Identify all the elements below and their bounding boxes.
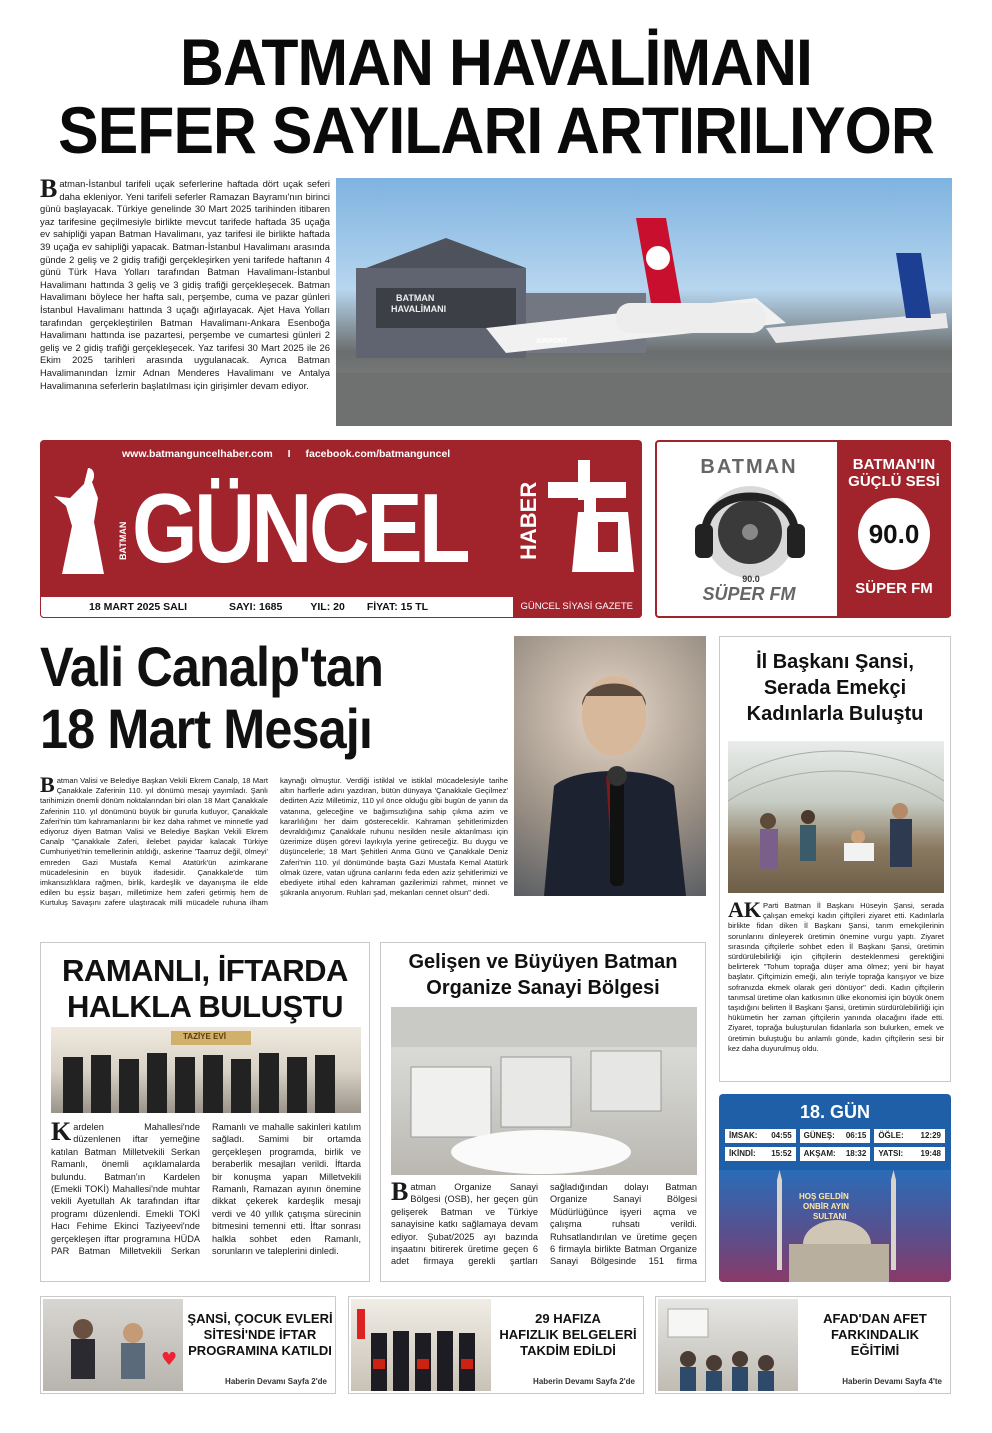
vali-illustration	[514, 636, 706, 896]
dropcap: B	[40, 178, 58, 203]
prayer-time-2	[874, 1129, 945, 1143]
prayer-time: 15:52	[771, 1149, 792, 1158]
vali-article-title	[40, 636, 510, 760]
vali-article-body: atman Valisi ve Belediye Başkan Vekili Ekrem Canalp, 18 Mart Çanakkale Zaferinin 110. yıl dönümü mesajı yayımladı. Şanlı tarihimizin önemli dönüm noktalarından biri olan 18 Mart Çanakkale Zaferinin 110. yıl dönümünü büyük bir gururla kutluyor, Çanakkale Zaferi'nin tüm kahramanlarını bir kez daha rahmet ve minnetle yad ediyoruz diyen Batman Valisi ve Belediye Başkan Vekili Ekrem Canalp "Çanakkale Zaferi, ilelebet payidar kalacak Türkiye Cumhuriyeti'nin temellerinin atıldığı, askerine 'Taarruz değil, ölmeyi' emreden Gazi Mustafa Kemal Atatürk'ün azimkarane mücadelesinin en büyük ifadesidir. Çanakkale'de tüm imkansızlıklara rağmen, birlik, kardeşlik ve dayanışma ile elde edilen bu eşsiz başarı, milletimize hem zaferi getirmiş hem de Kurtuluş Savaşını zafere ulaştıracak milli mücadele ruhuna ilham kaynağı olmuştur. Verdiği istiklal ve istiklal mücadelesiyle tarihe altın harflerle adını yazdıran, bütün dünyaya 'Çanakkale Geçilmez' dedirten Aziz Milletimiz, 110 yıl önce olduğu gibi bugün de yanın da vatanına, geleceğine ve bağımsızlığına sahip çıkma azim ve kararlılığını her daim göstereceklir. Kahraman şehitlerimizden devraldığımız Çanakkale ruhunu nesilden nesile aktarılması için üzerimize düşen görevi layıkıyla yerine getireceğiz. Bu duygu ve düşüncelerle; 18 Mart Şehitleri Anma Günü ve Çanakkale Deniz Zaferi'nin 110. yıl dönümünde başta Gazi Mustafa Kemal Atatürk olmak üzere, vatan uğruna canlarını feda eden aziz şehitlerimizi ve ebediyete irtihal eden kahraman gazilerimizi rahmet, minnet ve şükranla anıyorum. Ruhları şad, mekanları cennet olsun" dedi.	[40, 776, 508, 908]
radio-frequency-badge	[858, 498, 930, 570]
ramanli-title-line-1: RAMANLI, İFTARDA	[62, 953, 348, 988]
teaser-photo	[43, 1299, 183, 1391]
teaser-title	[802, 1311, 948, 1359]
dropcap: B	[391, 1181, 409, 1206]
factory-illustration	[391, 1007, 697, 1175]
sansi-title-line-1: İl Başkanı Şansi,	[756, 651, 914, 673]
guncel-logo: GÜNCEL	[132, 473, 468, 583]
masthead-tagline: GÜNCEL SİYASİ GAZETE	[513, 597, 641, 617]
airport-photo	[336, 178, 952, 426]
prayer-label: İMSAK:	[729, 1131, 758, 1140]
prayer-label: YATSI:	[878, 1149, 904, 1158]
teaser-more-link[interactable]: Haberin Devamı Sayfa 4'te	[842, 1377, 942, 1386]
masthead-links	[122, 448, 450, 460]
teaser-title-line: FARKINDALIK	[830, 1327, 920, 1342]
osb-article-text	[391, 1181, 697, 1277]
teaser-title	[187, 1311, 333, 1359]
mahya-line-1: HOŞ GELDİN	[799, 1192, 849, 1201]
teaser-title-line: 29 HAFIZA	[535, 1311, 601, 1326]
vali-title-line-1: Vali Canalp'tan	[40, 635, 383, 698]
iftar-group-photo	[51, 1027, 361, 1113]
svg-text:♥: ♥	[161, 1349, 178, 1370]
vali-portrait-photo	[514, 636, 706, 896]
website-link[interactable]: www.batmanguncelhaber.com	[122, 448, 273, 460]
issue-year: YIL: 20	[310, 601, 345, 613]
osb-title	[381, 949, 705, 1001]
radio-slogan-1: BATMAN'IN	[852, 456, 936, 473]
teaser-illustration	[43, 1299, 183, 1391]
teaser-more-link[interactable]: Haberin Devamı Sayfa 2'de	[533, 1377, 635, 1386]
mosque-illustration	[719, 1170, 951, 1282]
lead-article-text	[40, 178, 330, 426]
prayer-label: GÜNEŞ:	[803, 1131, 835, 1140]
factory-photo	[391, 1007, 697, 1175]
prayer-time: 19:48	[920, 1149, 941, 1158]
ramanli-article	[40, 942, 370, 1282]
teaser-title-line: SİTESİ'NDE İFTAR	[203, 1327, 317, 1342]
prayer-time: 06:15	[845, 1131, 867, 1140]
prayer-time-4	[800, 1147, 871, 1161]
issue-price: FİYAT: 15 TL	[366, 601, 429, 613]
teaser-photo	[658, 1299, 798, 1391]
teaser-title-line: AFAD'DAN AFET	[823, 1311, 927, 1326]
osb-article-body: atman Organize Sanayi Bölgesi (OSB), her geçen gün gelişerek Batman ve Türkiye sanayisine katkı sağlamaya devam ediyor. Şubat/2025 ayı bazında inşaatını bitirerek üretime geçen 6 adet firmaya gerekli şartları sağladığından dolayı Batman Organize Sanayi Bölgesi Müdürlüğünce işyeri açma ve çalışma ruhsatı verildi. Ruhsatlandırılan ve üretime geçen 6 firmayla birlikte Batman Organize Sanayi Bölgesinde 151 firma	[391, 1182, 697, 1267]
teaser-illustration	[658, 1299, 798, 1391]
osb-article	[380, 942, 706, 1282]
vali-title-line-2: 18 Mart Mesajı	[40, 697, 372, 760]
radio-superfm-label: SÜPER FM	[702, 584, 796, 604]
prayer-label: İKİNDİ:	[729, 1149, 756, 1158]
radio-ad	[655, 440, 951, 618]
osb-title-line-1: Gelişen ve Büyüyen Batman	[408, 951, 678, 973]
ramanli-title	[41, 953, 369, 1025]
prayer-time-5	[874, 1147, 945, 1161]
sansi-article-text	[728, 901, 944, 1077]
prayer-times	[725, 1129, 945, 1161]
ramadan-box	[719, 1094, 951, 1282]
prayer-time-3	[725, 1147, 796, 1161]
sansi-article-body: Parti Batman İl Başkanı Hüseyin Şansi, serada çalışan emekçi kadın çiftçileri ziyaret etti. Kadınlarla birlikte fidan diken İl Başkanı Şansi, tarım emekçilerinin sorunlarını dinleyerek üretimin önemine vurgu yaptı. Ziyaret sırasında çiftçilerle sohbet eden İl Başkanı Şansi, üretimin sürdürülebilirliği için çiftçilerin desteklenmesi gerektiğini belirterek "Tohum toprağa düşer ama ölmez; yeni bir hayat başlatır. Çiftçimizin emeği, alın teriyle toprağa karışıyor ve bize sofranızda ekmek olarak geri dönüyor" dedi. Kadın çiftçilerin tarımsal üretime olan katkısının ülke ekonomisi için büyük önem taşıdığını belirten İl Başkanı Şansi, üretimin sürdürülebilirliği için hükümetin her zaman çiftçilerin yanında olacağını ifade etti. Ziyaret, toprağa buluşturulan fidanlarla son bulurken, emek ve üretimin buluştuğu bu anlamlı günde, kadın çiftçilerin sesi bir kez daha duyurulmuş oldu.	[728, 901, 944, 1053]
separator: I	[287, 448, 291, 460]
teaser-hafiza[interactable]	[348, 1296, 644, 1394]
radio-batman-label: BATMAN	[700, 456, 798, 478]
teaser-illustration	[351, 1299, 491, 1391]
teaser-title-line: HAFIZLIK BELGELERİ	[499, 1327, 637, 1342]
teaser-afad[interactable]	[655, 1296, 951, 1394]
sansi-title-line-2: Serada Emekçi	[763, 677, 907, 699]
teaser-title	[495, 1311, 641, 1359]
vali-article-text	[40, 776, 508, 928]
prayer-label: AKŞAM:	[803, 1149, 836, 1158]
osb-title-line-2: Organize Sanayi Bölgesi	[426, 977, 660, 999]
radio-red-panel	[837, 442, 951, 616]
dropcap: B	[40, 776, 55, 797]
ramadan-day: 18. GÜN	[799, 1102, 871, 1122]
lead-article-body: atman-İstanbul tarifeli uçak seferlerine haftada dört uçak seferi daha ekleniyor. Yeni tarifeli seferler Ramazan Bayramı'nın birinci günü başlayacak. Türkiye genelinde 30 Mart 2025 tarihinden itibaren yaz tarifesine geçilmesiyle birlikte mevcut tarifede haftada 35 uçağa ev sahipliği yapan Batman Havalimanı, yaz tarifesi ile birlikte haftada 39 uçağa ev sahipliği yapacak. Batman-İstanbul Havalimanı arasında günde 2 geliş ve 2 gidiş trafiği gerçekleşirken yeni tarifede haftanın 4 günü Türk Hava Yolları tarafından Batman Havalimanı-İstanbul Havalimanı hattında 3 geliş ve 3 gidiş trafiği gerçekleşecek. Batman Havalimanı böylece her hafta salı, perşembe, cuma ve pazar günleri İstanbul Havalimanı hattında 3 uçağı ağırlayacak. Ajet Hava Yolları tarafından gerçekleştirilen Batman Havalimanı-Ankara Esenboğa Havalimanı hattında ise pazartesi, perşembe ve cumartesi günleri 2 geliş ve 2 gidiş trafiği gerçekleşecek. Yaz tarifesi 30 Mart 2025 ile 26 Ekim 2025 tarihleri arasında uygulanacak. Ayrıca Batman Havalimanından İzmir Adnan Menderes Havalimanı ve Antalya Havalimanına seferlerin başlatılması için girişimler devam ediyor.	[40, 178, 330, 391]
haber-label: HABER	[516, 481, 541, 560]
mahya-line-2: ONBİR AYIN	[803, 1202, 850, 1211]
radio-slogan-2: GÜÇLÜ SESİ	[848, 473, 940, 490]
batman-small-label: BATMAN	[118, 521, 128, 560]
teaser-title-line: EĞİTİMİ	[850, 1343, 900, 1358]
issue-number: SAYI: 1685	[229, 601, 283, 613]
mosque-photo	[719, 1170, 951, 1282]
teaser-title-line: TAKDİM EDİLDİ	[520, 1343, 616, 1358]
teaser-title-line: ŞANSİ, ÇOCUK EVLERİ	[187, 1311, 333, 1326]
teaser-sansi-cocuk[interactable]	[40, 1296, 336, 1394]
oil-pump-icon	[538, 452, 638, 582]
prayer-time: 04:55	[771, 1131, 792, 1140]
greenhouse-photo	[728, 741, 944, 893]
prayer-label: ÖĞLE:	[878, 1131, 904, 1140]
ramanli-article-text	[51, 1121, 361, 1277]
ramanli-title-line-2: HALKLA BULUŞTU	[67, 989, 343, 1024]
airport-sign-3: AIRPORT	[536, 338, 568, 345]
prayer-time-1	[800, 1129, 871, 1143]
radio-station: SÜPER FM	[855, 580, 933, 597]
radio-frequency: 90.0	[868, 518, 920, 549]
sansi-article	[719, 636, 951, 1082]
airport-sign-1: BATMAN	[396, 293, 435, 303]
masthead-info-bar	[40, 596, 642, 618]
prayer-time: 12:29	[920, 1131, 941, 1140]
radio-freq-small: 90.0	[742, 574, 760, 584]
headline-line-1: BATMAN HAVALİMANI	[180, 25, 812, 99]
main-headline	[0, 25, 992, 167]
sansi-title	[720, 649, 950, 727]
prayer-time: 18:32	[845, 1149, 867, 1158]
taziye-evi-sign: TAZİYE EVİ	[183, 1032, 226, 1041]
headline-line-2: SEFER SAYILARI ARTIRILIYOR	[58, 93, 934, 167]
prayer-time-0	[725, 1129, 796, 1143]
issue-date: 18 MART 2025 SALI	[89, 601, 188, 613]
teaser-title-line: PROGRAMINA KATILDI	[188, 1343, 332, 1358]
sansi-title-line-3: Kadınlarla Buluştu	[746, 703, 924, 725]
mahya-line-3: SULTANI	[813, 1212, 847, 1221]
facebook-link[interactable]: facebook.com/batmanguncel	[305, 448, 451, 460]
ramanli-article-body: ardelen Mahallesi'nde düzenlenen iftar yemeğine katılan Batman Milletvekili Serkan Ramanlı, önemli açıklamalarda bulundu. Batman'ın Kardelen (Emekli TOKİ) Mahallesi'nde muhtar vekili Ayetullah Ak tarafından iftar programı düzenlendi. Emekli TOKİ Hacı Fehime Ekinci Taziyeevi'nde gerçekleşen iftar programına HÜDA PAR Batman Milletvekili Serkan Ramanlı ve mahalle sakinleri katılım sağladı. Samimi bir ortamda gerçekleşen programda, birlik ve beraberlik mesajları verildi. İftarda bir konuşma yapan Milletvekili Ramanlı, Ramazan ayının önemine dikkat çekerek kardeşlik mesajı verdi ve 40 yıllık çatışma sürecinin bitmesini temenni etti. İftar sonrası halkla sohbet eden Ramanlı, sorunların ve taleplerini dinledi.	[51, 1122, 361, 1257]
dropcap: K	[51, 1121, 72, 1146]
teaser-photo	[351, 1299, 491, 1391]
airport-sign-2: HAVALİMANI	[391, 304, 447, 314]
masthead	[40, 440, 642, 618]
dropcap: AK	[728, 901, 761, 922]
statue-logo-icon	[48, 462, 118, 582]
greenhouse-illustration	[728, 741, 944, 893]
teaser-more-link[interactable]: Haberin Devamı Sayfa 2'de	[225, 1377, 327, 1386]
